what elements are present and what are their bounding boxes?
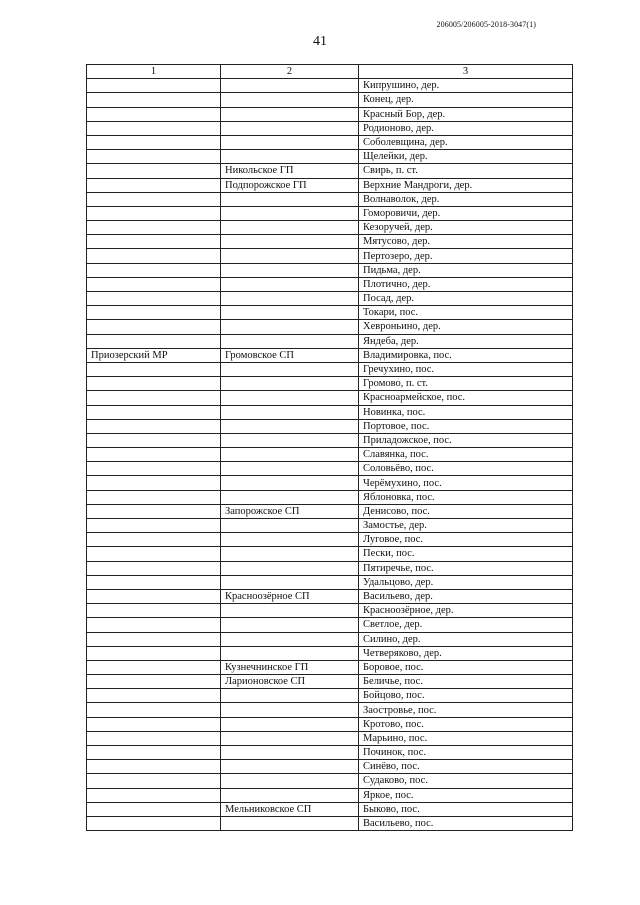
municipality-cell [221, 419, 359, 433]
district-cell [87, 774, 221, 788]
municipality-cell [221, 362, 359, 376]
settlement-cell: Светлое, дер. [359, 618, 573, 632]
settlement-cell: Пертозеро, дер. [359, 249, 573, 263]
municipality-cell [221, 575, 359, 589]
district-cell [87, 292, 221, 306]
municipality-cell [221, 788, 359, 802]
table-row [87, 221, 573, 235]
municipality-cell: Кузнечнинское ГП [221, 660, 359, 674]
settlement-cell: Заостровье, пос. [359, 703, 573, 717]
district-cell [87, 362, 221, 376]
district-cell [87, 490, 221, 504]
municipality-cell [221, 519, 359, 533]
district-cell [87, 746, 221, 760]
settlement-cell: Гоморовичи, дер. [359, 206, 573, 220]
settlement-cell: Пятиречье, пос. [359, 561, 573, 575]
district-cell [87, 206, 221, 220]
table-row [87, 760, 573, 774]
district-cell [87, 306, 221, 320]
municipality-cell [221, 292, 359, 306]
table-row [87, 433, 573, 447]
district-cell [87, 760, 221, 774]
settlement-cell: Щелейки, дер. [359, 150, 573, 164]
municipality-cell [221, 277, 359, 291]
table-row [87, 746, 573, 760]
district-cell [87, 178, 221, 192]
municipality-cell [221, 150, 359, 164]
district-cell [87, 604, 221, 618]
table-row [87, 646, 573, 660]
settlement-cell: Беличье, пос. [359, 675, 573, 689]
district-cell [87, 150, 221, 164]
settlement-cell: Васильево, дер. [359, 589, 573, 603]
table-row [87, 604, 573, 618]
municipality-cell [221, 135, 359, 149]
district-cell [87, 717, 221, 731]
table-row [87, 391, 573, 405]
table-row [87, 660, 573, 674]
settlement-cell: Волнаволок, дер. [359, 192, 573, 206]
municipality-cell [221, 433, 359, 447]
settlement-cell: Красноармейское, пос. [359, 391, 573, 405]
settlement-cell: Портовое, пос. [359, 419, 573, 433]
settlement-cell: Яблоновка, пос. [359, 490, 573, 504]
municipality-cell [221, 249, 359, 263]
page-number: 41 [313, 34, 327, 49]
district-cell [87, 93, 221, 107]
district-cell [87, 135, 221, 149]
table-row [87, 150, 573, 164]
table-row [87, 135, 573, 149]
municipality-cell [221, 377, 359, 391]
table-row [87, 277, 573, 291]
settlement-cell: Соловьёво, пос. [359, 462, 573, 476]
column-header-3: 3 [359, 65, 573, 79]
municipality-cell [221, 561, 359, 575]
table-row [87, 249, 573, 263]
table-row [87, 448, 573, 462]
settlement-cell: Кротово, пос. [359, 717, 573, 731]
table-row [87, 504, 573, 518]
settlement-cell: Четверяково, дер. [359, 646, 573, 660]
municipality-cell [221, 93, 359, 107]
municipality-cell [221, 79, 359, 93]
municipality-cell: Громовское СП [221, 348, 359, 362]
district-cell [87, 703, 221, 717]
settlement-cell: Боровое, пос. [359, 660, 573, 674]
table-row [87, 547, 573, 561]
table-row [87, 561, 573, 575]
table-row [87, 348, 573, 362]
table-row [87, 93, 573, 107]
table-row [87, 334, 573, 348]
municipality-cell: Красноозёрное СП [221, 589, 359, 603]
settlement-cell: Быково, пос. [359, 802, 573, 816]
municipality-cell: Подпорожское ГП [221, 178, 359, 192]
settlement-cell: Синёво, пос. [359, 760, 573, 774]
settlement-cell: Марьино, пос. [359, 731, 573, 745]
settlement-cell: Владимировка, пос. [359, 348, 573, 362]
table-row [87, 731, 573, 745]
table-row [87, 802, 573, 816]
district-cell [87, 788, 221, 802]
settlement-cell: Пидьма, дер. [359, 263, 573, 277]
district-cell [87, 164, 221, 178]
table-row [87, 533, 573, 547]
settlement-cell: Красноозёрное, дер. [359, 604, 573, 618]
table-row [87, 292, 573, 306]
district-cell [87, 589, 221, 603]
settlement-cell: Удальцово, дер. [359, 575, 573, 589]
settlement-cell: Васильево, пос. [359, 816, 573, 830]
settlement-cell: Починок, пос. [359, 746, 573, 760]
municipality-cell [221, 476, 359, 490]
settlement-cell: Силино, дер. [359, 632, 573, 646]
municipality-cell [221, 632, 359, 646]
municipality-cell [221, 263, 359, 277]
settlement-cell: Гречухино, пос. [359, 362, 573, 376]
municipality-cell [221, 462, 359, 476]
district-cell [87, 391, 221, 405]
settlement-cell: Приладожское, пос. [359, 433, 573, 447]
table-row [87, 79, 573, 93]
district-cell [87, 561, 221, 575]
district-cell: Приозерский МР [87, 348, 221, 362]
municipality-cell [221, 490, 359, 504]
table-row [87, 263, 573, 277]
table-row [87, 703, 573, 717]
district-cell [87, 675, 221, 689]
table-row [87, 774, 573, 788]
district-cell [87, 476, 221, 490]
municipality-cell [221, 746, 359, 760]
municipality-cell [221, 533, 359, 547]
district-cell [87, 235, 221, 249]
municipality-cell [221, 618, 359, 632]
settlement-cell: Яндеба, дер. [359, 334, 573, 348]
settlement-cell: Родионово, дер. [359, 121, 573, 135]
municipality-cell [221, 121, 359, 135]
settlement-cell: Соболевщина, дер. [359, 135, 573, 149]
district-cell [87, 462, 221, 476]
district-cell [87, 377, 221, 391]
district-cell [87, 221, 221, 235]
municipality-cell [221, 221, 359, 235]
municipality-cell [221, 320, 359, 334]
district-cell [87, 575, 221, 589]
table-row [87, 306, 573, 320]
table-row [87, 121, 573, 135]
table-row [87, 235, 573, 249]
settlement-cell: Конец, дер. [359, 93, 573, 107]
table-row [87, 717, 573, 731]
table-row [87, 816, 573, 830]
district-cell [87, 689, 221, 703]
table-row [87, 178, 573, 192]
table-row [87, 107, 573, 121]
settlement-cell: Громово, п. ст. [359, 377, 573, 391]
municipality-cell: Запорожское СП [221, 504, 359, 518]
municipality-cell [221, 405, 359, 419]
district-cell [87, 419, 221, 433]
district-cell [87, 816, 221, 830]
municipality-cell [221, 206, 359, 220]
district-cell [87, 192, 221, 206]
district-cell [87, 249, 221, 263]
column-header-2: 2 [221, 65, 359, 79]
table-row [87, 490, 573, 504]
district-cell [87, 334, 221, 348]
table-row [87, 675, 573, 689]
district-cell [87, 519, 221, 533]
settlement-cell: Красный Бор, дер. [359, 107, 573, 121]
municipality-cell [221, 107, 359, 121]
settlement-cell: Денисово, пос. [359, 504, 573, 518]
table-row [87, 377, 573, 391]
municipality-cell [221, 306, 359, 320]
municipality-cell [221, 703, 359, 717]
table-row [87, 164, 573, 178]
settlement-cell: Судаково, пос. [359, 774, 573, 788]
district-cell [87, 405, 221, 419]
table-row [87, 632, 573, 646]
table-row [87, 320, 573, 334]
municipality-cell: Ларионовское СП [221, 675, 359, 689]
district-cell [87, 79, 221, 93]
settlement-cell: Верхние Мандроги, дер. [359, 178, 573, 192]
municipality-cell [221, 689, 359, 703]
district-cell [87, 547, 221, 561]
table-row [87, 405, 573, 419]
municipality-cell [221, 604, 359, 618]
municipality-cell [221, 731, 359, 745]
district-cell [87, 632, 221, 646]
header-row [87, 65, 573, 79]
municipality-cell [221, 774, 359, 788]
municipality-cell [221, 816, 359, 830]
settlement-cell: Хевроньино, дер. [359, 320, 573, 334]
district-cell [87, 618, 221, 632]
settlement-cell: Черёмухино, пос. [359, 476, 573, 490]
district-cell [87, 107, 221, 121]
municipality-cell [221, 448, 359, 462]
municipality-cell [221, 235, 359, 249]
table-row [87, 462, 573, 476]
settlement-cell: Свирь, п. ст. [359, 164, 573, 178]
table-row [87, 589, 573, 603]
district-cell [87, 646, 221, 660]
table-row [87, 618, 573, 632]
district-cell [87, 448, 221, 462]
table-row [87, 192, 573, 206]
table-row [87, 575, 573, 589]
column-header-1: 1 [87, 65, 221, 79]
settlement-cell: Луговое, пос. [359, 533, 573, 547]
district-cell [87, 731, 221, 745]
municipality-cell: Никольское ГП [221, 164, 359, 178]
settlement-cell: Новинка, пос. [359, 405, 573, 419]
municipality-cell [221, 334, 359, 348]
municipality-cell [221, 192, 359, 206]
settlement-cell: Плотично, дер. [359, 277, 573, 291]
district-cell [87, 533, 221, 547]
settlement-cell: Посад, дер. [359, 292, 573, 306]
settlement-cell: Яркое, пос. [359, 788, 573, 802]
settlement-cell: Пески, пос. [359, 547, 573, 561]
table-row [87, 476, 573, 490]
district-cell [87, 802, 221, 816]
settlement-cell: Токари, пос. [359, 306, 573, 320]
district-cell [87, 504, 221, 518]
settlements-table [86, 64, 573, 831]
document-id: 206005/206005-2018-3047(1) [436, 20, 536, 29]
municipality-cell [221, 646, 359, 660]
municipality-cell [221, 547, 359, 561]
district-cell [87, 263, 221, 277]
settlement-cell: Мятусово, дер. [359, 235, 573, 249]
table-row [87, 419, 573, 433]
municipality-cell [221, 717, 359, 731]
settlement-cell: Славянка, пос. [359, 448, 573, 462]
table-row [87, 788, 573, 802]
table-row [87, 362, 573, 376]
table-row [87, 519, 573, 533]
settlement-cell: Замостье, дер. [359, 519, 573, 533]
district-cell [87, 320, 221, 334]
district-cell [87, 121, 221, 135]
table-row [87, 689, 573, 703]
settlement-cell: Кезоручей, дер. [359, 221, 573, 235]
settlement-cell: Кипрушино, дер. [359, 79, 573, 93]
district-cell [87, 433, 221, 447]
municipality-cell [221, 760, 359, 774]
municipality-cell: Мельниковское СП [221, 802, 359, 816]
table-row [87, 206, 573, 220]
district-cell [87, 277, 221, 291]
municipality-cell [221, 391, 359, 405]
district-cell [87, 660, 221, 674]
settlement-cell: Бойцово, пос. [359, 689, 573, 703]
